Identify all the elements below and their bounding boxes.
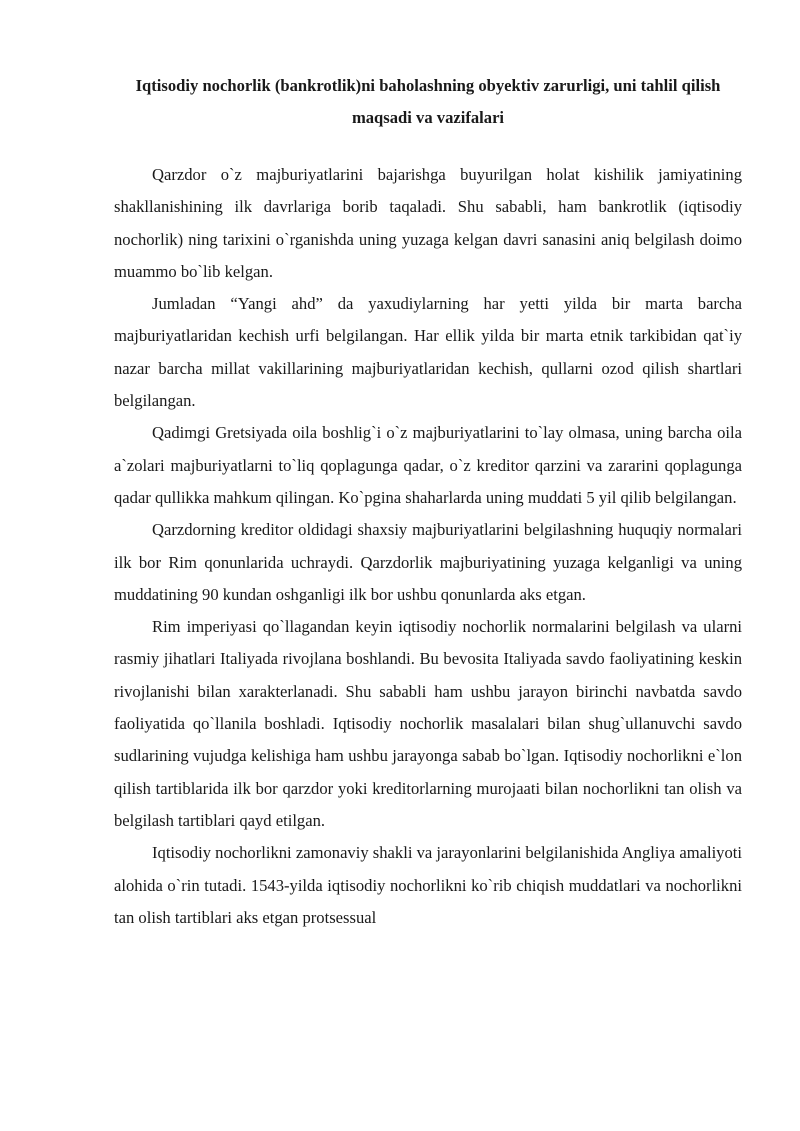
paragraph: Jumladan “Yangi ahd” da yaxudiylarning har yetti yilda bir marta barcha majburiyatlaridan kechish urfi belgilangan. Har ellik yilda bir marta etnik tarkibidan qat`iy nazar barcha millat vakillarining majburiyatlaridan kechish, qullarni ozod qilish shartlari belgilangan. [114,294,742,411]
document-title: Iqtisodiy nochorlik (bankrotlik)ni baholashning obyektiv zarurligi, uni tahlil qilish maqsadi va vazifalari [135,76,721,127]
paragraph: Rim imperiyasi qo`llagandan keyin iqtisodiy nochorlik normalarini belgilash va ularni rasmiy jihatlari Italiyada rivojlana boshlandi. Bu bevosita Italiyada savdo faoliyatining keskin rivojlanishi bilan xarakterlanadi. Shu sababli ham ushbu jarayon birinchi navbatda savdo faoliyatida qo`llanila boshladi. Iqtisodiy nochorlik masalalari bilan shug`ullanuvchi savdo sudlarining vujudga kelishiga ham ushbu jarayonga sabab bo`lgan. Iqtisodiy nochorlikni e`lon qilish tartiblarida ilk bor qarzdor yoki kreditorlarning murojaati bilan nochorlikni tan olish va belgilash tartiblari qayd etilgan. [114,617,742,830]
paragraph: Iqtisodiy nochorlikni zamonaviy shakli va jarayonlarini belgilanishida Angliya amaliyoti alohida o`rin tutadi. 1543-yilda iqtisodiy nochorlikni ko`rib chiqish muddatlari va nochorlikni tan olish tartiblari aks etgan protsessual [114,843,742,927]
document-body [114,70,742,934]
paragraph: Qadimgi Gretsiyada oila boshlig`i o`z majburiyatlarini to`lay olmasa, uning barcha oila a`zolari majburiyatlarni to`liq qoplagunga qadar, o`z kreditor qarzini va zararini qoplagunga qadar qullikka mahkum qilingan. Ko`pgina shaharlarda uning muddati 5 yil qilib belgilangan. [114,423,742,507]
paragraph: Qarzdorning kreditor oldidagi shaxsiy majburiyatlarini belgilashning huquqiy normalari ilk bor Rim qonunlarida uchraydi. Qarzdorlik majburiyatining yuzaga kelganligi va uning muddatining 90 kundan oshganligi ilk bor ushbu qonunlarda aks etgan. [114,520,742,604]
paragraph: Qarzdor o`z majburiyatlarini bajarishga buyurilgan holat kishilik jamiyatining shakllanishining ilk davrlariga borib taqaladi. Shu sababli, ham bankrotlik (iqtisodiy nochorlik) ning tarixini o`rganishda uning yuzaga kelgan davri sanasini aniq belgilash doimo muammo bo`lib kelgan. [114,165,742,281]
